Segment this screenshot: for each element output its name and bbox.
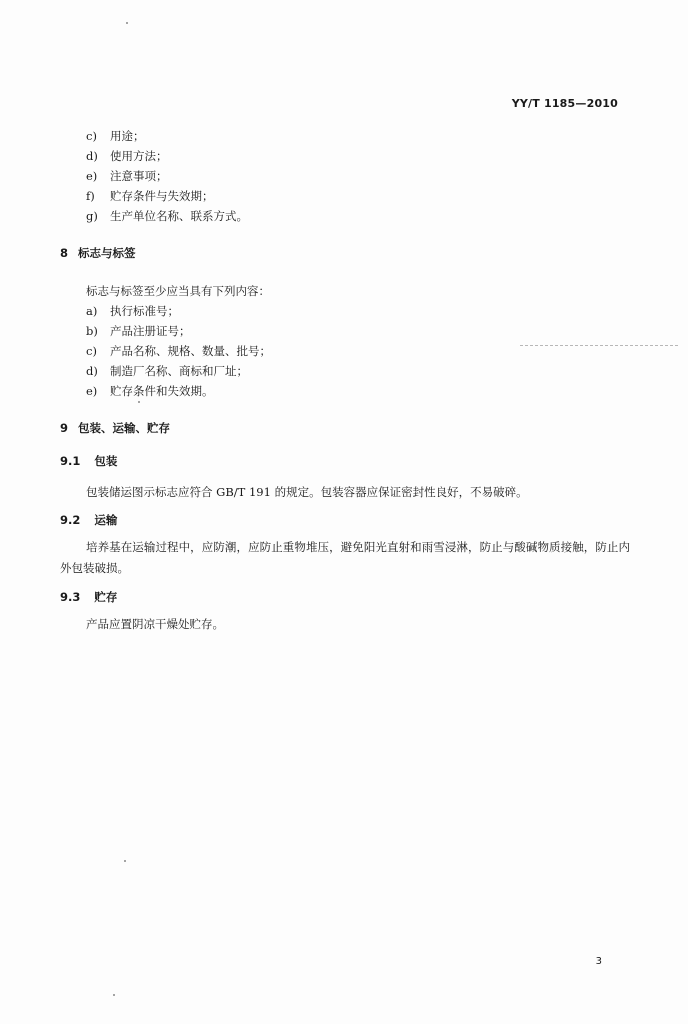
list-item-text: 产品名称、规格、数量、批号； [110, 344, 271, 358]
subsection-title: 包装 [94, 454, 118, 468]
section-8-heading [60, 245, 136, 261]
list-item [86, 303, 179, 319]
list-item-text: 制造厂名称、商标和厂址； [110, 364, 248, 378]
list-item-text: 注意事项； [110, 169, 168, 183]
section-8-intro: 标志与标签至少应当具有下列内容： [86, 284, 270, 298]
section-title: 包装、运输、贮存 [78, 421, 171, 435]
list-item-label: a) [86, 304, 98, 318]
list-item-label: e) [86, 384, 98, 398]
subsection-9-2-body: 培养基在运输过程中，应防潮，应防止重物堆压，避免阳光直射和雨雪浸淋，防止与酸碱物质接触，防止内外包装破损。 [60, 540, 630, 575]
section-title: 标志与标签 [78, 246, 136, 260]
subsection-9-2-heading [60, 512, 117, 528]
list-item-text: 贮存条件和失效期。 [110, 384, 214, 398]
list-item-label: d) [86, 364, 98, 378]
list-item-label: f) [86, 189, 95, 203]
subsection-title: 运输 [94, 513, 118, 527]
list-item-label: d) [86, 149, 98, 163]
subsection-number: 9.3 [60, 590, 81, 604]
section-9-heading [60, 420, 170, 436]
list-item-text: 使用方法； [110, 149, 168, 163]
list-item-text: 用途； [110, 129, 145, 143]
list-item-label: c) [86, 344, 97, 358]
list-item-text: 执行标准号； [110, 304, 179, 318]
subsection-9-3-body: 产品应置阴凉干燥处贮存。 [86, 617, 224, 631]
section-number: 9 [60, 421, 69, 435]
subsection-9-1-heading [60, 453, 117, 469]
subsection-number: 9.1 [60, 454, 81, 468]
scan-speck [126, 22, 128, 24]
list-item-label: c) [86, 129, 97, 143]
list-item-text: 产品注册证号； [110, 324, 191, 338]
list-item [86, 128, 145, 144]
subsection-title: 贮存 [94, 590, 118, 604]
scan-artifact-line [520, 345, 678, 347]
list-item-label: e) [86, 169, 98, 183]
scan-speck [113, 994, 115, 996]
scan-speck [124, 860, 126, 862]
list-item [86, 383, 214, 399]
scan-speck [138, 401, 140, 403]
list-item [86, 148, 168, 164]
list-item-label: g) [86, 209, 98, 223]
list-item [86, 188, 214, 204]
page-number: 3 [595, 956, 602, 967]
list-item [86, 323, 191, 339]
list-item [86, 363, 248, 379]
subsection-9-1-body: 包装储运图示标志应符合 GB/T 191 的规定。包装容器应保证密封性良好，不易破碎。 [86, 485, 528, 499]
subsection-9-3-heading [60, 589, 117, 605]
subsection-number: 9.2 [60, 513, 81, 527]
section-number: 8 [60, 246, 69, 260]
list-item [86, 208, 248, 224]
list-item [86, 343, 271, 359]
list-item-label: b) [86, 324, 98, 338]
list-item [86, 168, 168, 184]
list-item-text: 生产单位名称、联系方式。 [110, 209, 248, 223]
list-item-text: 贮存条件与失效期； [110, 189, 214, 203]
standard-code-header: YY/T 1185—2010 [511, 97, 618, 110]
